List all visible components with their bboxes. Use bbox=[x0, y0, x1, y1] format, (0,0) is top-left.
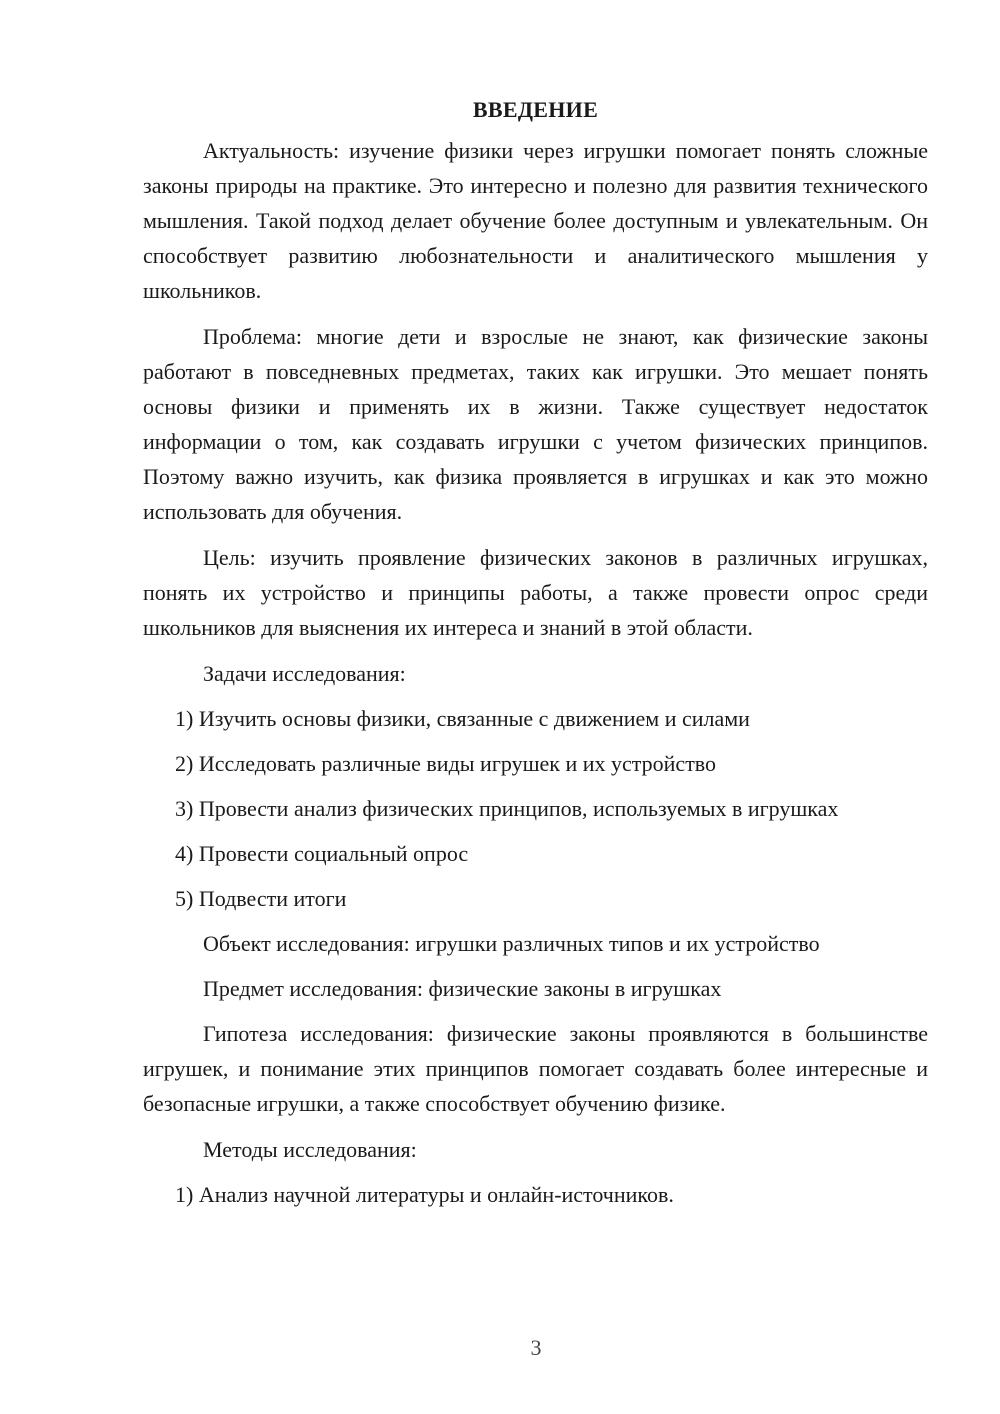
relevance-paragraph: Актуальность: изучение физики через игрушки помогает понять сложные законы природы на практике. Это интересно и полезно для развития технического мышления. Такой подход делает обучение более доступным и увлекательным. Он способствует развитию любознательности и аналитического мышления у школьников. bbox=[143, 138, 928, 303]
task-item: 3) Провести анализ физических принципов, используемых в игрушках bbox=[175, 796, 839, 821]
section-heading: ВВЕДЕНИЕ bbox=[472, 97, 599, 122]
research-object: Объект исследования: игрушки различных типов и их устройство bbox=[203, 931, 820, 956]
task-item: 1) Изучить основы физики, связанные с движением и силами bbox=[175, 706, 750, 731]
goal-paragraph: Цель: изучить проявление физических законов в различных игрушках, понять их устройство и принципы работы, а также провести опрос среди школьников для выяснения их интереса и знаний в этой области. bbox=[143, 545, 928, 640]
task-item: 5) Подвести итоги bbox=[175, 886, 347, 911]
tasks-title: Задачи исследования: bbox=[203, 661, 406, 686]
task-item: 4) Провести социальный опрос bbox=[175, 841, 469, 866]
page-content bbox=[143, 92, 928, 1222]
methods-title: Методы исследования: bbox=[203, 1137, 417, 1162]
task-item: 2) Исследовать различные виды игрушек и их устройство bbox=[175, 751, 717, 776]
problem-paragraph: Проблема: многие дети и взрослые не знают, как физические законы работают в повседневных предметах, таких как игрушки. Это мешает понять основы физики и применять их в жизни. Также существует недостаток информации о том, как создавать игрушки с учетом физических принципов. Поэтому важно изучить, как физика проявляется в игрушках и как это можно использовать для обучения. bbox=[143, 324, 928, 524]
research-subject: Предмет исследования: физические законы в игрушках bbox=[203, 976, 722, 1001]
page-number: 3 bbox=[530, 1335, 542, 1360]
hypothesis-paragraph: Гипотеза исследования: физические законы проявляются в большинстве игрушек, и понимание этих принципов помогает создавать более интересные и безопасные игрушки, а также способствует обучению физике. bbox=[143, 1021, 928, 1116]
method-item: 1) Анализ научной литературы и онлайн-источников. bbox=[175, 1182, 674, 1207]
